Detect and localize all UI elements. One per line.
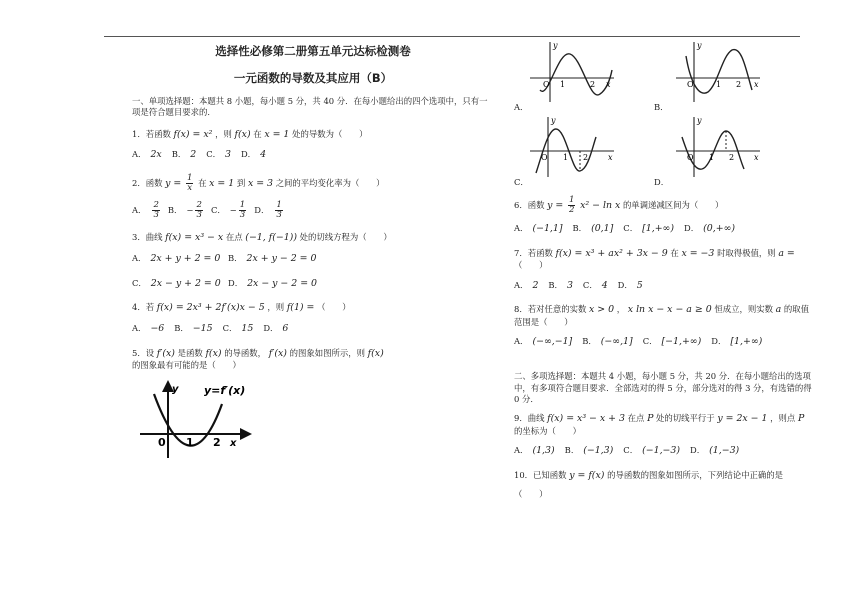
svg-text:x: x xyxy=(754,80,759,89)
option-b[interactable]: B． (−∞,1] xyxy=(582,336,633,348)
exam-title: 选择性必修第二册第五单元达标检测卷 xyxy=(215,44,411,58)
x-axis-label: x xyxy=(230,437,237,449)
option-d[interactable]: D． 6 xyxy=(263,322,289,334)
option-c[interactable]: C． [−1,+∞) xyxy=(642,336,702,348)
question-3-options-row2 xyxy=(132,278,494,291)
question-1: 1．若函数 f(x) = x² ，则 f(x) 在 x = 1 处的导数为（ ） A． 2x B． 2 C． 3 D． 4 xyxy=(132,129,494,162)
svg-text:2: 2 xyxy=(583,153,589,162)
svg-text:x: x xyxy=(606,80,611,89)
option-b[interactable]: B． (0,1] xyxy=(572,223,614,235)
option-d[interactable]: D． $\frac{1}{3}$ xyxy=(254,200,282,221)
question-3-options-row1 xyxy=(132,253,494,266)
option-a[interactable]: A． (−1,1] xyxy=(514,223,563,235)
svg-text:1: 1 xyxy=(716,80,722,89)
option-d[interactable]: D． [1,+∞) xyxy=(711,336,763,348)
option-b[interactable]: B． (−1,3) xyxy=(564,445,614,457)
question-9-options xyxy=(514,445,814,458)
question-5: 5．设 f′(x) 是函数 f(x) 的导函数， f′(x) 的图象如图所示，则 f(x) 的图象最有可能的是（ ） y y=f′(x) 0 1 2 x xyxy=(132,348,494,463)
exam-subtitle: 一元函数的导数及其应用（B） xyxy=(233,70,393,85)
left-column xyxy=(132,40,494,463)
question-7: 7．若函数 f(x) = x³ + ax² + 3x − 9 在 x = −3 时取得极值，则 a = （ ） A． 2 B． 3 C． 4 D． 5 xyxy=(514,248,814,293)
svg-text:2: 2 xyxy=(736,80,742,89)
option-a-graph[interactable] xyxy=(514,40,644,113)
question-6: 6．函数 y = $\frac{1}{2}$ x² − ln x 的单调递减区间为（ ） A． (−1,1] B． (0,1] C． [1,+∞) D． (0,+∞) xyxy=(514,196,814,236)
option-a-svg xyxy=(526,40,618,104)
svg-text:x: x xyxy=(754,153,759,162)
fraction: $\frac{1}{x}$ xyxy=(186,173,193,194)
derivative-graph xyxy=(134,380,494,463)
option-d[interactable]: D． 4 xyxy=(240,149,267,161)
option-b[interactable]: B． 2x + y − 2 = 0 xyxy=(228,252,317,264)
question-3: 3．曲线 f(x) = x³ − x 在点 (−1, f(−1)) 处的切线方程为（ ） A． 2x + y + 2 = 0 B． 2x + y − 2 = 0 C． 2x − y + 2 = 0 D． 2x − y − 2 = 0 xyxy=(132,232,494,290)
curve xyxy=(682,131,744,169)
svg-text:y: y xyxy=(697,116,702,125)
question-6-options xyxy=(514,223,814,236)
right-column xyxy=(514,40,814,500)
question-7-options xyxy=(514,280,814,293)
svg-text:y: y xyxy=(697,41,702,50)
option-c[interactable]: C． (−1,−3) xyxy=(623,445,681,457)
svg-text:O: O xyxy=(687,153,694,162)
option-d[interactable]: D． 5 xyxy=(617,279,643,291)
question-1-options xyxy=(132,149,494,162)
svg-text:1: 1 xyxy=(560,80,566,89)
option-d[interactable]: D． (1,−3) xyxy=(690,445,740,457)
option-b-svg xyxy=(672,40,764,104)
option-b-graph[interactable] xyxy=(654,40,784,113)
option-a[interactable]: A． 2x + y + 2 = 0 xyxy=(132,252,221,264)
option-d[interactable]: D． 2x − y − 2 = 0 xyxy=(228,277,318,289)
option-c[interactable]: C． 2x − y + 2 = 0 xyxy=(132,277,221,289)
section2-intro: 二、多项选择题：本题共 4 小题，每小题 5 分，共 20 分．在每小题给出的选项中，有多项符合题目要求．全部选对的得 5 分，部分选对的得 3 分，有选错的得 0 分． xyxy=(514,371,812,404)
option-c-svg xyxy=(526,115,618,179)
origin-label: 0 xyxy=(158,435,166,449)
option-a[interactable]: A． 2 xyxy=(514,279,539,291)
svg-text:y: y xyxy=(551,116,556,125)
svg-text:x: x xyxy=(608,153,613,162)
option-d-label: D． xyxy=(654,176,670,187)
option-c-label: C． xyxy=(514,176,529,187)
curve xyxy=(540,54,612,95)
question-5-option-graphs xyxy=(514,40,814,188)
option-d-svg xyxy=(672,115,764,179)
svg-text:1: 1 xyxy=(563,153,569,162)
curve-label: y=f′(x) xyxy=(204,383,246,397)
option-b[interactable]: B． 2 xyxy=(171,149,197,161)
question-4: 4．若 f(x) = 2x³ + 2f′(x)x − 5 ，则 f(1) = （ ） A． −6 B． −15 C． 15 D． 6 xyxy=(132,302,494,335)
option-c-graph[interactable] xyxy=(514,115,644,188)
svg-text:O: O xyxy=(687,80,694,89)
question-10: 10．已知函数 y = f(x) 的导函数的图象如图所示，下列结论中正确的是 （ ） xyxy=(514,470,814,500)
option-a[interactable]: A． (−∞,−1] xyxy=(514,336,573,348)
question-2: 2．函数 y = $\frac{1}{x}$ 在 x = 1 到 x = 3 之间的平均变化率为（ ） A． $\frac{2}{3}$ B． − $\frac{2}{3}$ C． − $\frac{1}{3}$ D． $\frac{1}{3}$ xyxy=(132,174,494,220)
svg-text:O: O xyxy=(543,80,550,89)
option-a[interactable]: A． 2x xyxy=(132,149,162,161)
question-9: 9．曲线 f(x) = x³ − x + 3 在点 P 处的切线平行于 y = 2x − 1 ，则点 P 的坐标为（ ） A． (1,3) B． (−1,3) C． (−1,−3) D． (1,−3) xyxy=(514,413,814,458)
option-a[interactable]: A． $\frac{2}{3}$ xyxy=(132,200,159,221)
option-a[interactable]: A． (1,3) xyxy=(514,445,555,457)
svg-text:2: 2 xyxy=(729,153,735,162)
question-2-options xyxy=(132,201,494,220)
y-axis-label: y xyxy=(172,383,179,395)
svg-text:2: 2 xyxy=(590,80,596,89)
option-c[interactable]: C． 3 xyxy=(206,149,231,161)
question-8-options xyxy=(514,336,814,349)
option-b[interactable]: B． − $\frac{2}{3}$ xyxy=(167,200,202,221)
option-c[interactable]: C． − $\frac{1}{3}$ xyxy=(210,200,246,221)
option-a-label: A． xyxy=(514,101,529,112)
option-c[interactable]: C． 15 xyxy=(222,322,254,334)
option-c[interactable]: C． 4 xyxy=(582,279,608,291)
question-8: 8．若对任意的实数 x > 0 ， x ln x − x − a ≥ 0 恒成立，则实数 a 的取值范围是（ ） A． (−∞,−1] B． (−∞,1] C． [−1,+∞) D． [1,+∞) xyxy=(514,304,814,349)
tick-2-label: 2 xyxy=(213,435,221,449)
question-4-options xyxy=(132,323,494,336)
header-rule xyxy=(104,36,800,37)
derivative-graph-svg xyxy=(134,380,252,460)
question-10-answer-paren: （ ） xyxy=(514,488,548,499)
option-a[interactable]: A． −6 xyxy=(132,322,165,334)
option-b[interactable]: B． −15 xyxy=(174,322,213,334)
svg-text:O: O xyxy=(541,153,548,162)
option-d-graph[interactable] xyxy=(654,115,784,188)
section1-intro: 一、单项选择题：本题共 8 小题，每小题 5 分，共 40 分．在每小题给出的四个选项中，只有一项是符合题目要求的． xyxy=(132,96,488,118)
option-d[interactable]: D． (0,+∞) xyxy=(684,223,736,235)
svg-text:1: 1 xyxy=(709,153,715,162)
svg-text:y: y xyxy=(553,41,558,50)
option-b-label: B． xyxy=(654,101,669,112)
option-b[interactable]: B． 3 xyxy=(548,279,573,291)
tick-1-label: 1 xyxy=(186,435,194,449)
option-c[interactable]: C． [1,+∞) xyxy=(623,223,675,235)
